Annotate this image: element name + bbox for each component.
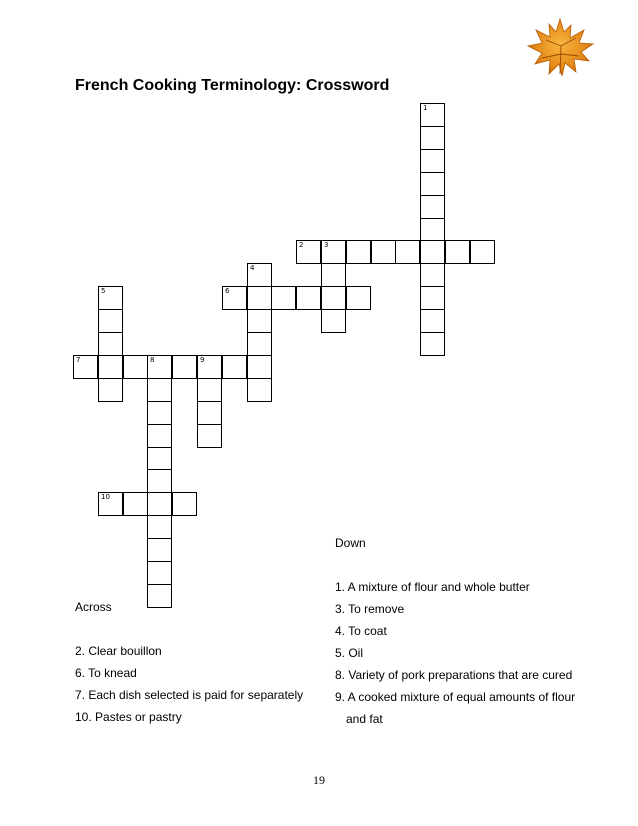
down-clue-continuation: and fat — [346, 712, 383, 726]
crossword-cell — [147, 447, 172, 471]
crossword-cell — [371, 240, 396, 264]
crossword-cell — [420, 218, 445, 242]
crossword-cell — [147, 378, 172, 402]
crossword-cell — [420, 126, 445, 150]
crossword-cell — [123, 492, 148, 516]
crossword-cell — [147, 355, 172, 379]
crossword-cell — [172, 492, 197, 516]
crossword-cell — [321, 286, 346, 310]
crossword-cell — [321, 240, 346, 264]
page-title: French Cooking Terminology: Crossword — [75, 77, 390, 94]
across-clue: 6. To knead — [75, 666, 137, 680]
crossword-cell — [98, 492, 123, 516]
down-clue: 4. To coat — [335, 624, 387, 638]
crossword-cell — [420, 286, 445, 310]
crossword-cell — [445, 240, 470, 264]
down-clue: 8. Variety of pork preparations that are cured — [335, 668, 573, 682]
page-number: 19 — [313, 773, 325, 787]
across-clues — [75, 596, 303, 728]
clue-number: 2 — [299, 241, 304, 249]
crossword-cell — [73, 355, 98, 379]
crossword-cell — [346, 286, 371, 310]
crossword-cell — [247, 286, 272, 310]
crossword-cell — [172, 355, 197, 379]
crossword-cell — [197, 355, 222, 379]
down-clue: 1. A mixture of flour and whole butter — [335, 580, 530, 594]
clue-number: 1 — [423, 104, 428, 112]
crossword-cell — [147, 538, 172, 562]
crossword-cell — [147, 469, 172, 493]
crossword-cell — [147, 424, 172, 448]
crossword-cell — [222, 286, 247, 310]
crossword-cell — [247, 309, 272, 333]
crossword-cell — [222, 355, 247, 379]
clue-number: 5 — [101, 287, 106, 295]
crossword-cell — [147, 561, 172, 585]
across-clue: 2. Clear bouillon — [75, 644, 162, 658]
clue-number: 6 — [225, 287, 230, 295]
crossword-cell — [98, 286, 123, 310]
across-clue: 10. Pastes or pastry — [75, 710, 182, 724]
crossword-cell — [98, 332, 123, 356]
crossword-cell — [98, 309, 123, 333]
crossword-cell — [420, 149, 445, 173]
crossword-cell — [123, 355, 148, 379]
clue-number: 7 — [76, 356, 81, 364]
across-heading: Across — [75, 600, 112, 614]
crossword-cell — [420, 195, 445, 219]
clue-number: 8 — [150, 356, 155, 364]
clue-number: 10 — [101, 493, 110, 501]
crossword-cell — [420, 172, 445, 196]
crossword-cell — [321, 309, 346, 333]
crossword-cell — [98, 355, 123, 379]
crossword-cell — [247, 378, 272, 402]
across-clue: 7. Each dish selected is paid for separately — [75, 688, 304, 702]
crossword-cell — [98, 378, 123, 402]
crossword-cell — [271, 286, 296, 310]
crossword-cell — [247, 263, 272, 287]
down-clue: 5. Oil — [335, 646, 364, 660]
crossword-cell — [197, 378, 222, 402]
crossword-cell — [420, 103, 445, 127]
down-heading: Down — [335, 536, 366, 550]
crossword-cell — [296, 286, 321, 310]
crossword-cell — [420, 263, 445, 287]
down-clues — [335, 532, 575, 730]
crossword-cell — [420, 309, 445, 333]
clue-number: 4 — [250, 264, 255, 272]
crossword-cell — [197, 424, 222, 448]
down-clue: 3. To remove — [335, 602, 405, 616]
crossword-cell — [346, 240, 371, 264]
crossword-cell — [420, 332, 445, 356]
crossword-cell — [247, 355, 272, 379]
crossword-cell — [395, 240, 420, 264]
crossword-cell — [197, 401, 222, 425]
crossword-cell — [296, 240, 321, 264]
clue-number: 9 — [200, 356, 205, 364]
crossword-cell — [420, 240, 445, 264]
crossword-cell — [321, 263, 346, 287]
crossword-cell — [470, 240, 495, 264]
crossword-cell — [147, 401, 172, 425]
crossword-cell — [147, 492, 172, 516]
crossword-cell — [147, 515, 172, 539]
clue-number: 3 — [324, 241, 329, 249]
crossword-cell — [247, 332, 272, 356]
down-clue: 9. A cooked mixture of equal amounts of flour — [335, 690, 576, 704]
